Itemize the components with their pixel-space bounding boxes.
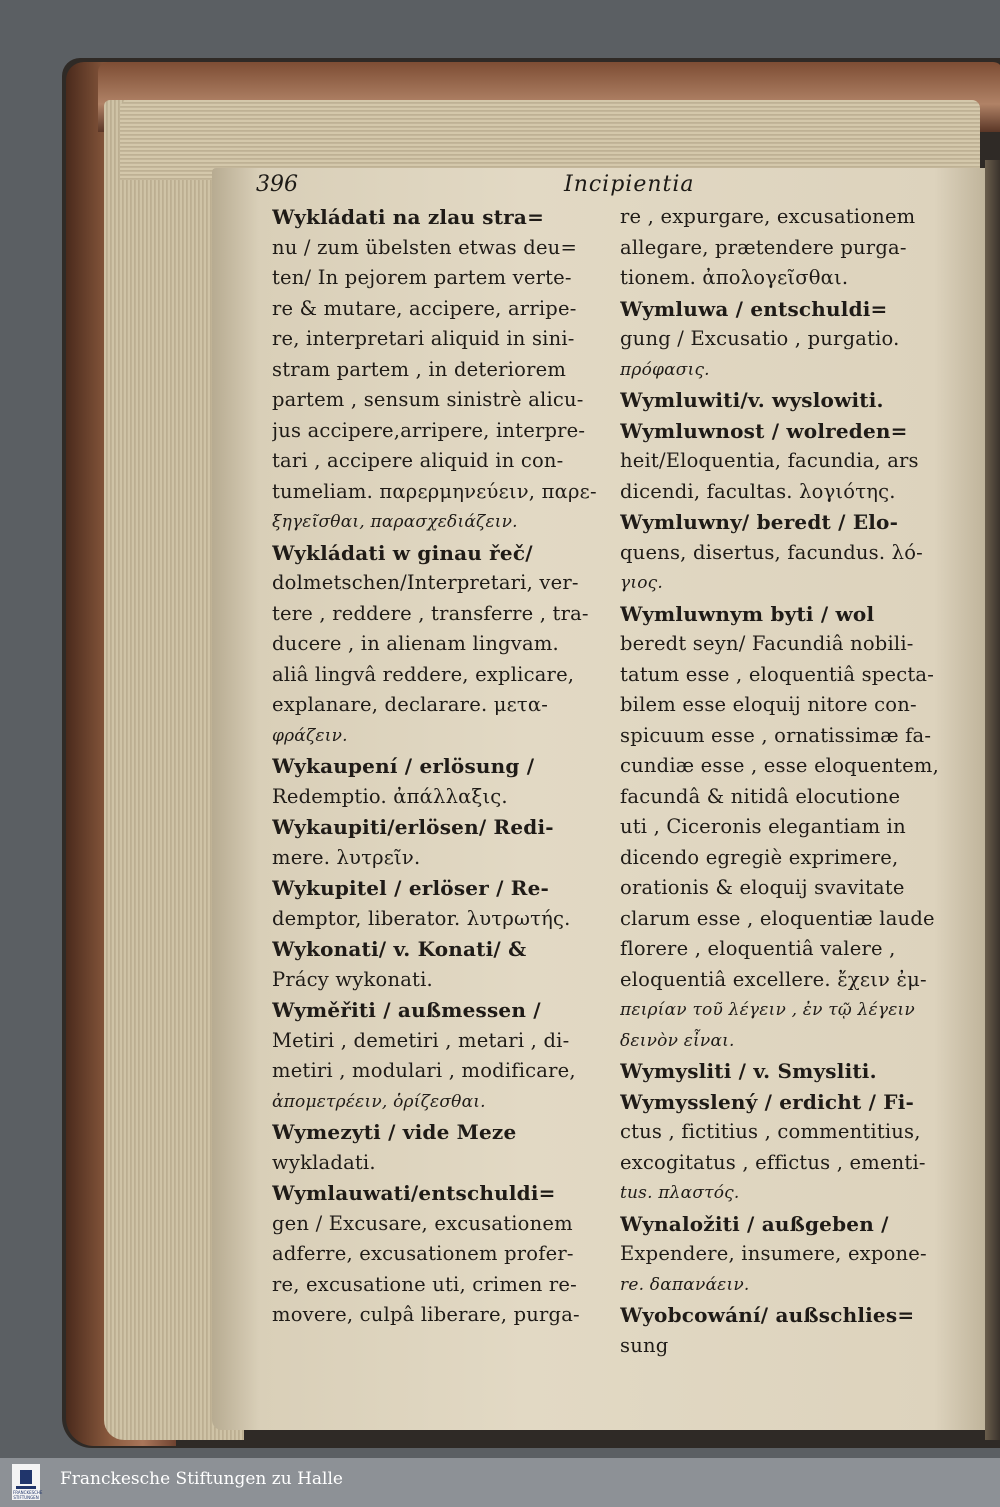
right-text-column (620, 202, 965, 1361)
text-line: re. δαπανάειν. (620, 1274, 750, 1295)
text-line: dolmetschen/Interpretari, ver- (272, 571, 579, 594)
text-line: demptor, liberator. λυτρωτής. (272, 906, 571, 930)
text-line: gung / Excusatio , purgatio. (620, 327, 900, 350)
text-line: γιος. (620, 573, 663, 593)
text-line: aliâ lingvâ reddere, explicare, (272, 662, 575, 686)
text-line: Expendere, insumere, expone- (620, 1242, 927, 1265)
text-line: Wykládati w ginau řeč/ (272, 540, 533, 565)
logo-text: FRANCKESCHE STIFTUNGEN (13, 1490, 43, 1500)
text-line: ἀπομετρέειν, ὁρίζεσθαι. (272, 1091, 486, 1112)
text-line: Wymluwny/ beredt / Elo- (620, 510, 899, 534)
text-line: tatum esse , eloquentiâ specta- (620, 662, 934, 686)
text-line: wykladati. (272, 1150, 376, 1174)
text-line: sung (620, 1333, 669, 1357)
text-line: Wymluwiti/v. wyslowiti. (620, 388, 884, 412)
text-line: allegare, prætendere purga- (620, 235, 907, 259)
institution-name: Franckesche Stiftungen zu Halle (60, 1469, 343, 1489)
text-line: φράζειν. (272, 725, 348, 746)
text-line: Wykupitel / erlöser / Re- (272, 876, 550, 900)
page-number: 396 (256, 172, 298, 197)
text-line: beredt seyn/ Facundiâ nobili- (620, 632, 914, 655)
text-line: re, excusatione uti, crimen re- (272, 1272, 577, 1296)
text-line: excogitatus , effictus , ementi- (620, 1150, 926, 1174)
text-line: tari , accipere aliquid in con- (272, 449, 564, 472)
text-line: tumeliam. παρερμηνεύειν, παρε- (272, 479, 597, 503)
left-text-column (272, 202, 612, 1331)
text-line: facundâ & nitidâ elocutione (620, 784, 901, 808)
text-line: Wymlauwati/entschuldi= (272, 1181, 556, 1205)
text-line: πειρίαν τοῦ λέγειν , ἐν τῷ λέγειν (620, 1000, 915, 1020)
text-line: Prácy wykonati. (272, 967, 433, 991)
text-line: re & mutare, accipere, arripe- (272, 296, 577, 320)
text-line: dicendo egregiè exprimere, (620, 845, 899, 869)
text-line: movere, culpâ liberare, purga- (272, 1303, 580, 1326)
text-line: Wymluwnym byti / wol (620, 601, 875, 626)
text-line: Wykonati/ v. Konati/ & (272, 937, 527, 961)
text-line: ctus , fictitius , commentitius, (620, 1120, 921, 1143)
text-line: ten/ In pejorem partem verte- (272, 266, 572, 289)
text-line: ξηγεῖσθαι, παρασχεδιάζειν. (272, 512, 518, 532)
text-line: Wykaupení / erlösung / (272, 754, 535, 778)
text-line: uti , Ciceronis elegantiam in (620, 815, 906, 838)
text-line: Wyměřiti / außmessen / (272, 998, 541, 1022)
running-header (256, 172, 976, 202)
text-line: πρόφασις. (620, 359, 710, 380)
text-line: Wykaupiti/erlösen/ Redi- (272, 815, 554, 839)
text-line: tus. πλαστός. (620, 1183, 740, 1203)
text-line: metiri , modulari , modificare, (272, 1059, 576, 1082)
footer-bar (0, 1458, 1000, 1507)
text-line: Wymysliti / v. Smysliti. (620, 1059, 877, 1083)
text-line: Redemptio. ἀπάλλαξις. (272, 784, 508, 808)
text-line: spicuum esse , ornatissimæ fa- (620, 723, 932, 747)
text-line: adferre, excusationem profer- (272, 1242, 574, 1265)
text-line: bilem esse eloquij nitore con- (620, 693, 917, 716)
text-line: re , expurgare, excusationem (620, 205, 916, 228)
text-line: mere. λυτρεῖν. (272, 845, 421, 869)
text-line: tionem. ἀπολογεῖσθαι. (620, 266, 849, 289)
text-line: Wynaložiti / außgeben / (620, 1211, 889, 1236)
text-line: explanare, declarare. μετα- (272, 693, 549, 716)
text-line: Metiri , demetiri , metari , di- (272, 1028, 570, 1052)
text-line: eloquentiâ excellere. ἔχειν ἐμ- (620, 967, 927, 991)
text-line: δεινὸν εἶναι. (620, 1030, 735, 1051)
text-line: Wymezyti / vide Meze (272, 1120, 517, 1144)
text-line: clarum esse , eloquentiæ laude (620, 906, 935, 930)
institution-logo-icon (12, 1464, 43, 1500)
text-line: Wyobcowání/ außschlies= (620, 1303, 915, 1327)
text-line: Wykládati na zlau stra= (272, 205, 545, 229)
text-line: florere , eloquentiâ valere , (620, 937, 896, 960)
text-line: heit/Eloquentia, facundia, ars (620, 449, 919, 472)
text-line: dicendi, facultas. λογιότης. (620, 479, 896, 503)
text-line: tere , reddere , transferre , tra- (272, 601, 589, 625)
running-title: Incipientia (564, 172, 695, 197)
text-line: Wymluwnost / wolreden= (620, 418, 908, 443)
text-line: Wymluwa / entschuldi= (620, 296, 888, 321)
text-line: cundiæ esse , esse eloquentem, (620, 754, 939, 777)
text-line: orationis & eloquij svavitate (620, 876, 905, 899)
text-line: jus accipere,arripere, interpre- (272, 418, 586, 442)
text-line: gen / Excusare, excusationem (272, 1211, 573, 1235)
text-line: re, interpretari aliquid in sini- (272, 327, 575, 350)
text-line: quens, disertus, facundus. λό- (620, 540, 923, 564)
text-line: ducere , in alienam lingvam. (272, 632, 559, 655)
gutter-shadow (985, 160, 1000, 1440)
text-line: nu / zum übelsten etwas deu= (272, 235, 577, 259)
text-line: partem , sensum sinistrè alicu- (272, 388, 584, 411)
text-line: stram partem , in deteriorem (272, 357, 567, 381)
text-line: Wymysslený / erdicht / Fi- (620, 1089, 914, 1114)
